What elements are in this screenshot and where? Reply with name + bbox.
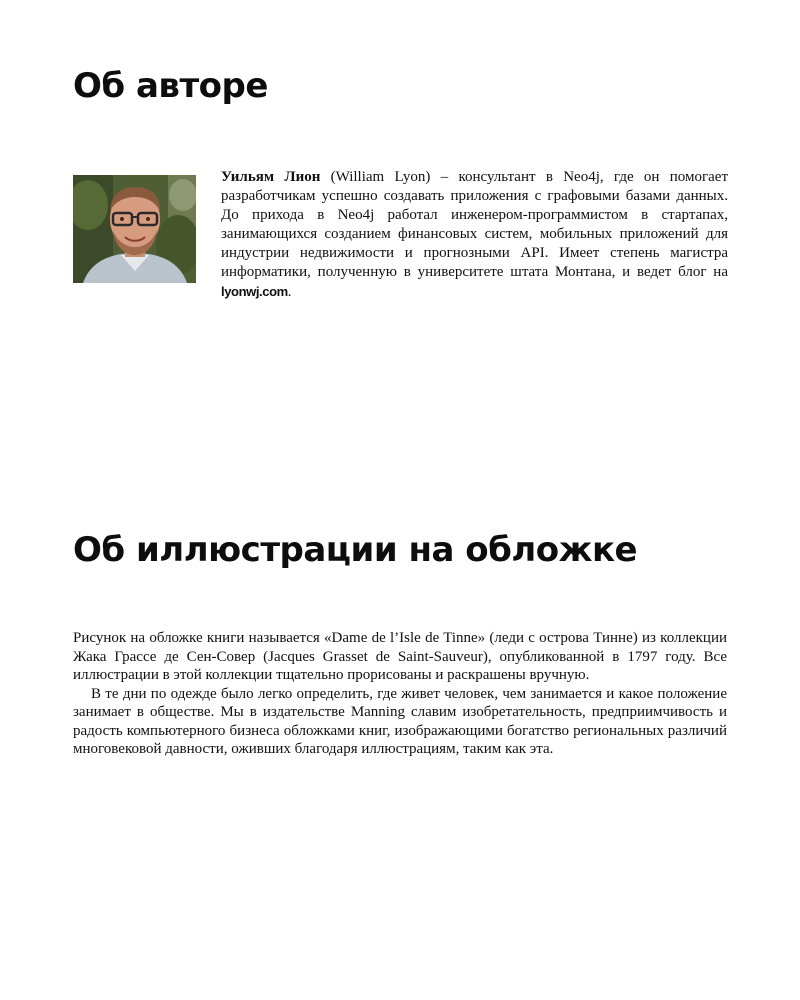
cover-paragraph: В те дни по одежде было легко определить, где живет человек, чем занимается и какое положение занимает в обществе. Мы в издательстве Manning славим изобретательность, предприимчивость и радость компьютерного бизнеса обложками книг, изображающими богатство региональных различий многовековой давности, оживших благодаря иллюстрациям, таким как эта. xyxy=(73,685,727,757)
author-bio xyxy=(221,168,728,302)
cover-description xyxy=(73,629,727,759)
author-bio-text: (William Lyon) – консультант в Neo4j, где он помогает разработчикам успешно создавать приложения с графовыми базами данных. До прихода в Neo4j работал инженером-программистом в стартапах, занимающихся созданием финансовых систем, мобильных приложений для индустрии недвижимости и прогнозными API. Имеет степень магистра информатики, полученную в университете штата Монтана, и ведет блог на xyxy=(221,169,729,280)
author-name: Уильям Лион xyxy=(221,169,321,185)
author-photo xyxy=(73,175,196,283)
about-author-heading: Об авторе xyxy=(73,66,268,106)
about-cover-heading: Об иллюстрации на обложке xyxy=(73,530,638,570)
author-blog-link[interactable]: lyonwj.com xyxy=(221,284,288,299)
cover-paragraph: Рисунок на обложке книги называется «Dame de l’Isle de Tinne» (леди с острова Тинне) из коллекции Жака Грассе де Сен-Совер (Jacques Grasset de Saint-Sauveur), опубликованной в 1797 году. Все иллюстрации в этой коллекции тщательно прорисованы и раскрашены вручную. xyxy=(73,630,727,683)
author-bio-end: . xyxy=(287,284,292,300)
